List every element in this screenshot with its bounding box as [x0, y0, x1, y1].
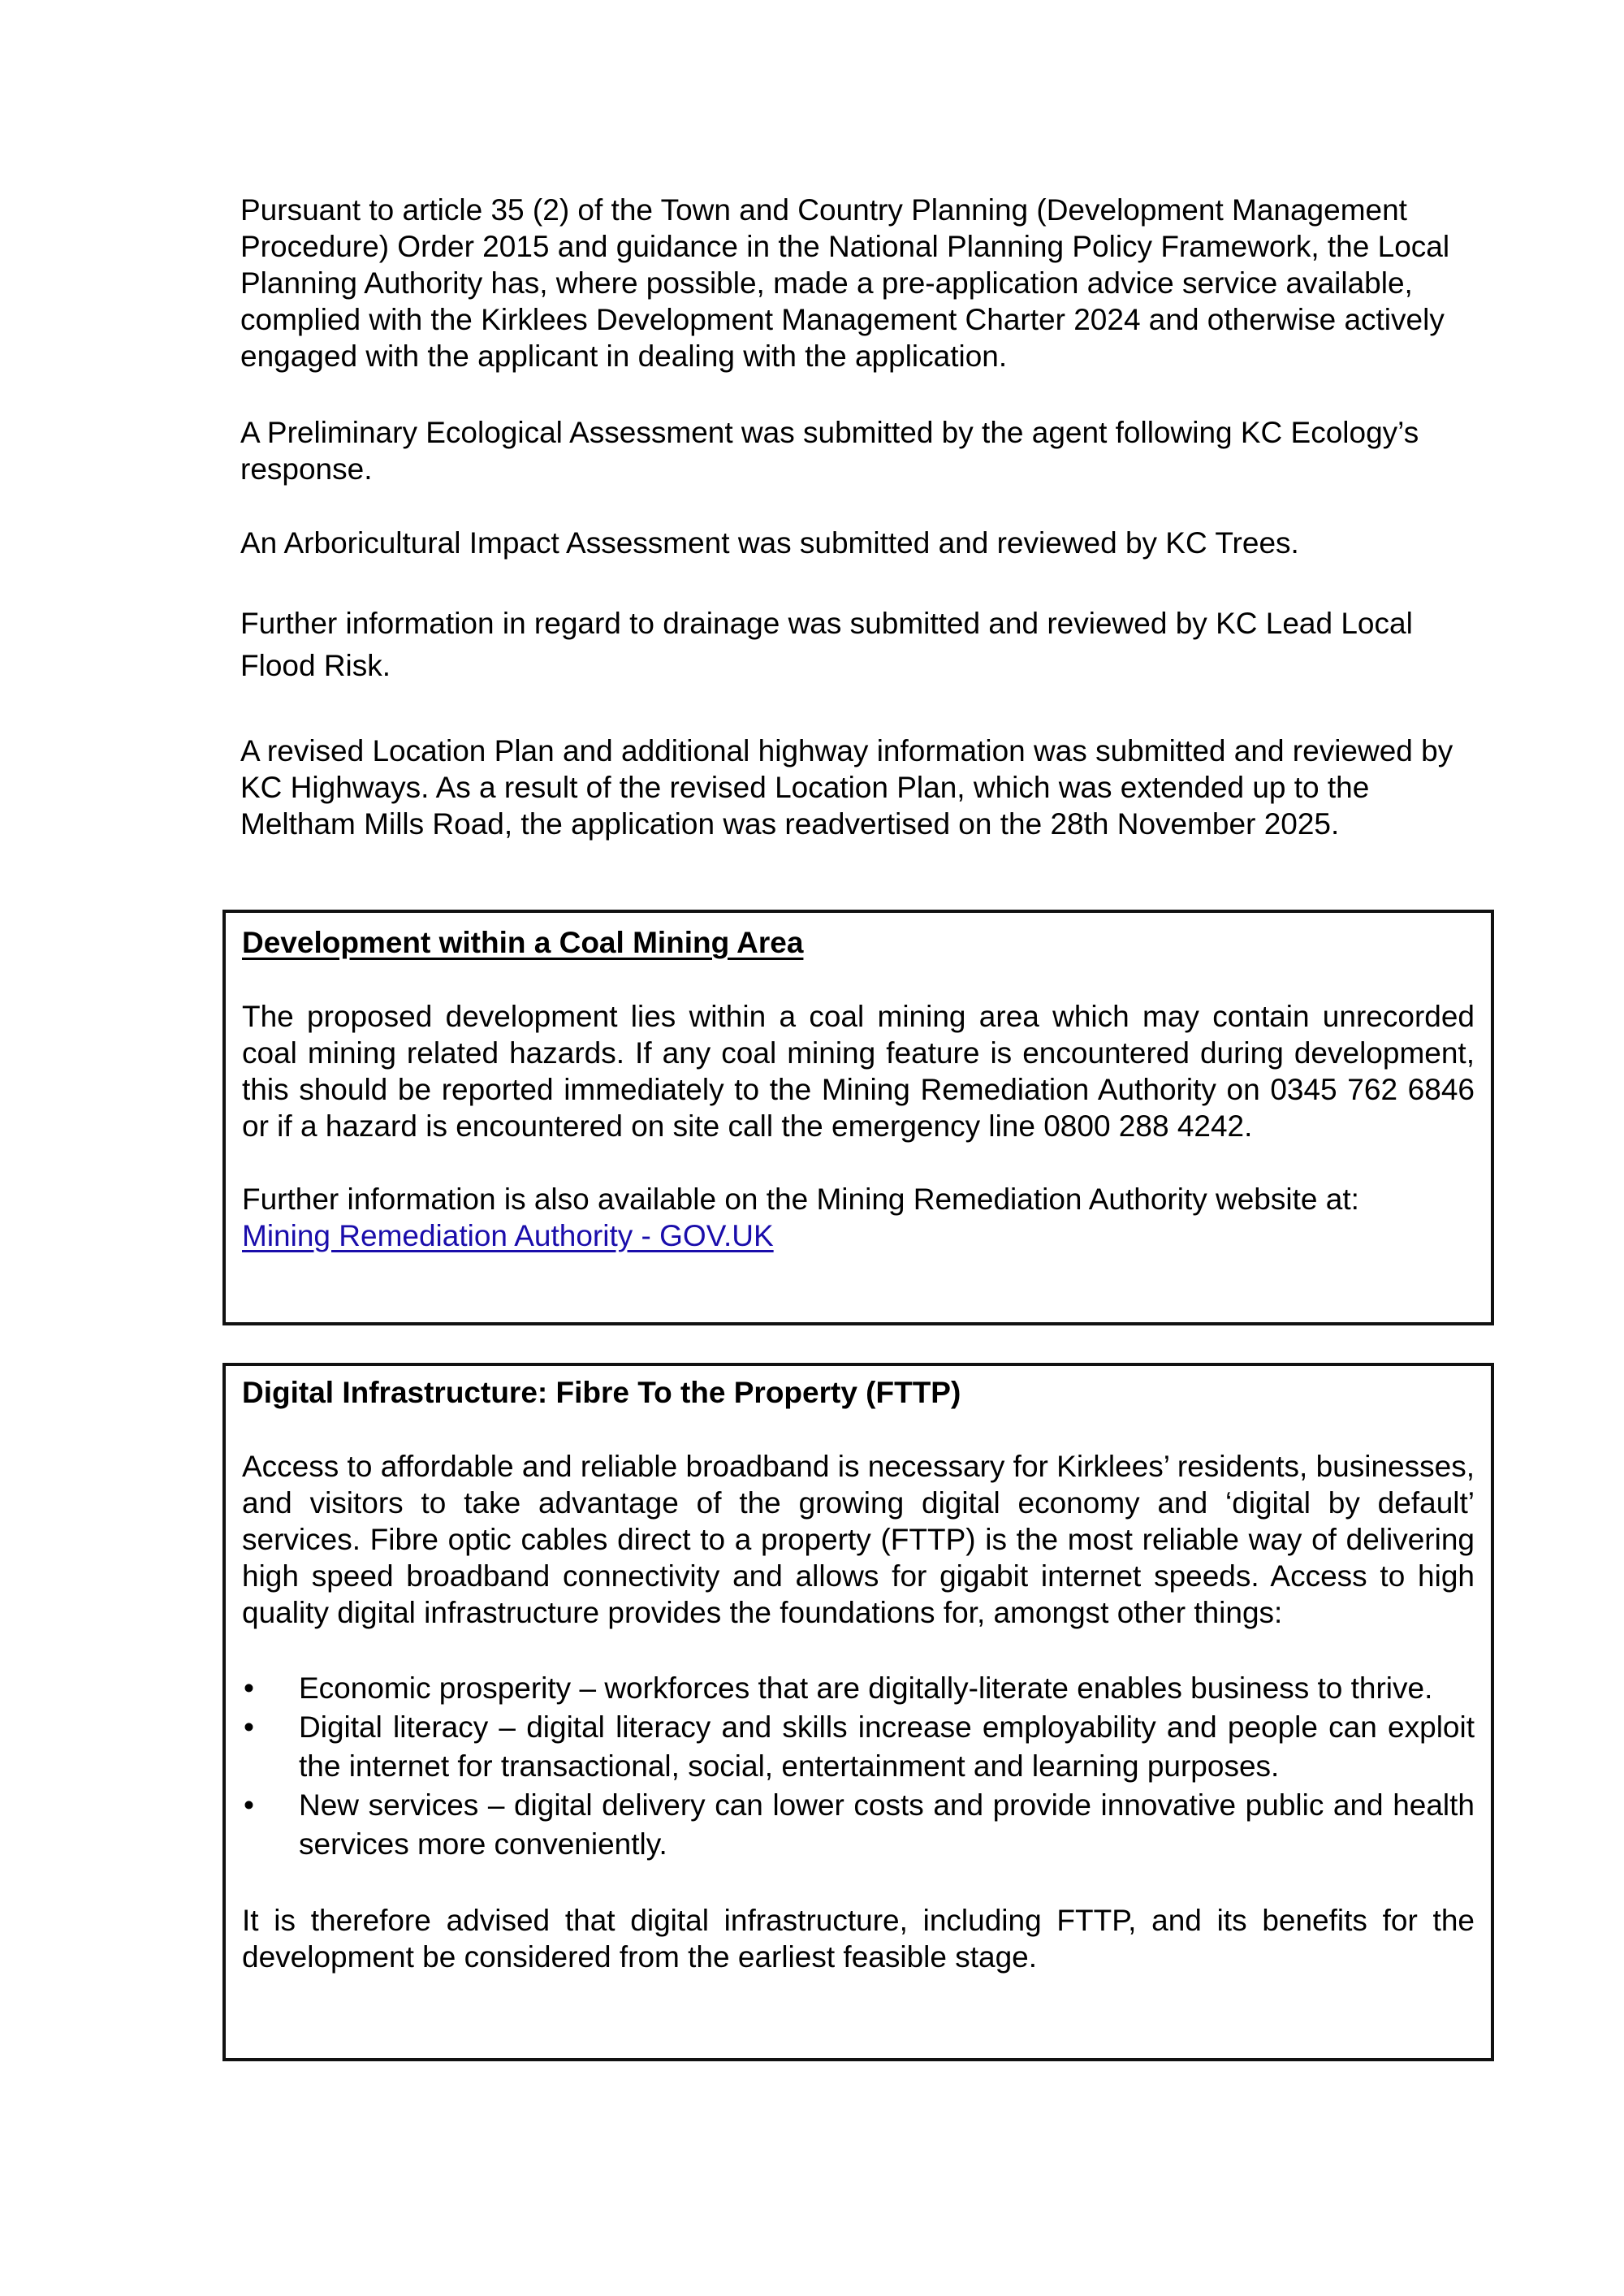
paragraph-drainage: Further information in regard to drainage was submitted and reviewed by KC Lead Local Flood Risk.: [240, 607, 1413, 682]
list-item: [242, 1786, 1475, 1864]
mining-remediation-link[interactable]: Mining Remediation Authority - GOV.UK: [242, 1219, 774, 1252]
bullet-icon: •: [244, 1710, 254, 1744]
list-item: [242, 1669, 1475, 1708]
bullet-icon: •: [244, 1788, 254, 1822]
fttp-conclusion: It is therefore advised that digital infrastructure, including FTTP, and its benefits for the development be considered from the earliest feasible stage.: [242, 1904, 1475, 1974]
fttp-box: [222, 1363, 1494, 2061]
coal-mining-body: The proposed development lies within a coal mining area which may contain unrecorded coal mining related hazards. If any coal mining feature is encountered during development, this should be reported immediately to the Mining Remediation Authority on 0345 762 6846 or if a hazard is encountered on site call the emergency line 0800 288 4242.: [242, 1000, 1475, 1143]
bullet-text: Economic prosperity – workforces that are digitally-literate enables business to thrive.: [299, 1671, 1433, 1705]
fttp-bullet-list: [242, 1669, 1475, 1864]
paragraph-pre-application: Pursuant to article 35 (2) of the Town and Country Planning (Development Management Procedure) Order 2015 and guidance in the National Planning Policy Framework, the Local Planning Authority has, where possible, made a pre-application advice service available, complied with the Kirklees Development Management Charter 2024 and otherwise actively engaged with the applicant in dealing with the application.: [240, 193, 1450, 373]
coal-mining-heading: Development within a Coal Mining Area: [242, 926, 804, 959]
paragraph-trees: An Arboricultural Impact Assessment was submitted and reviewed by KC Trees.: [240, 526, 1299, 560]
list-item: [242, 1708, 1475, 1786]
bullet-icon: •: [244, 1671, 254, 1705]
bullet-text: Digital literacy – digital literacy and skills increase employability and people can exploit the internet for transactional, social, entertainment and learning purposes.: [299, 1710, 1475, 1783]
fttp-heading: Digital Infrastructure: Fibre To the Property (FTTP): [242, 1376, 961, 1409]
fttp-intro: Access to affordable and reliable broadband is necessary for Kirklees’ residents, businesses, and visitors to take advantage of the growing digital economy and ‘digital by default’ services. Fibre optic cables direct to a property (FTTP) is the most reliable way of delivering high speed broadband connectivity and allows for gigabit internet speeds. Access to high quality digital infrastructure provides the foundations for, amongst other things:: [242, 1450, 1475, 1629]
paragraph-ecology: A Preliminary Ecological Assessment was submitted by the agent following KC Ecology’s response.: [240, 416, 1419, 486]
paragraph-highways: A revised Location Plan and additional highway information was submitted and reviewed by KC Highways. As a result of the revised Location Plan, which was extended up to the Meltham Mills Road, the application was readvertised on the 28th November 2025.: [240, 734, 1453, 841]
bullet-text: New services – digital delivery can lower costs and provide innovative public and health services more conveniently.: [299, 1788, 1475, 1861]
coal-mining-further-info: Further information is also available on the Mining Remediation Authority website at:: [242, 1183, 1359, 1216]
coal-mining-box: [222, 910, 1494, 1325]
